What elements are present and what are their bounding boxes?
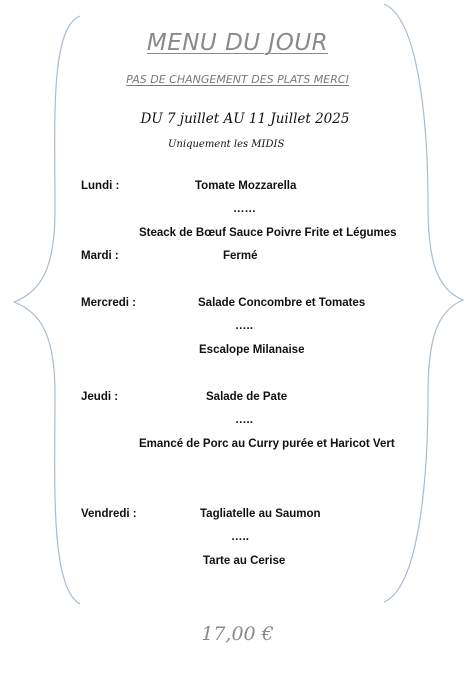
- separator-mercredi: …..: [235, 320, 253, 332]
- dish-mardi-status: Fermé: [223, 250, 258, 262]
- menu-note: Uniquement les MIDIS: [168, 139, 285, 150]
- separator-lundi: ……: [233, 203, 256, 215]
- day-label-jeudi: Jeudi :: [81, 391, 119, 403]
- day-label-lundi: Lundi :: [81, 180, 120, 192]
- menu-title: MENU DU JOUR: [146, 30, 329, 56]
- day-label-mardi: Mardi :: [81, 250, 119, 262]
- separator-vendredi: …..: [231, 531, 249, 543]
- menu-price: 17,00 €: [201, 623, 274, 645]
- separator-jeudi: …..: [235, 414, 253, 426]
- left-brace: [14, 16, 80, 604]
- right-brace: [384, 4, 463, 602]
- dish-vendredi-main: Tarte au Cerise: [203, 555, 286, 567]
- dish-mercredi-starter: Salade Concombre et Tomates: [198, 297, 366, 309]
- dish-lundi-main: Steack de Bœuf Sauce Poivre Frite et Légumes: [139, 227, 397, 239]
- dish-jeudi-main: Emancé de Porc au Curry purée et Haricot Vert: [139, 438, 395, 450]
- dish-mercredi-main: Escalope Milanaise: [199, 344, 305, 356]
- menu-subtitle: PAS DE CHANGEMENT DES PLATS MERCI: [126, 73, 349, 86]
- day-label-mercredi: Mercredi :: [81, 297, 136, 309]
- day-label-vendredi: Vendredi :: [81, 508, 137, 520]
- dish-vendredi-starter: Tagliatelle au Saumon: [200, 508, 321, 520]
- dish-jeudi-starter: Salade de Pate: [206, 391, 288, 403]
- dish-lundi-starter: Tomate Mozzarella: [195, 180, 297, 192]
- menu-dates: DU 7 juillet AU 11 Juillet 2025: [140, 111, 350, 127]
